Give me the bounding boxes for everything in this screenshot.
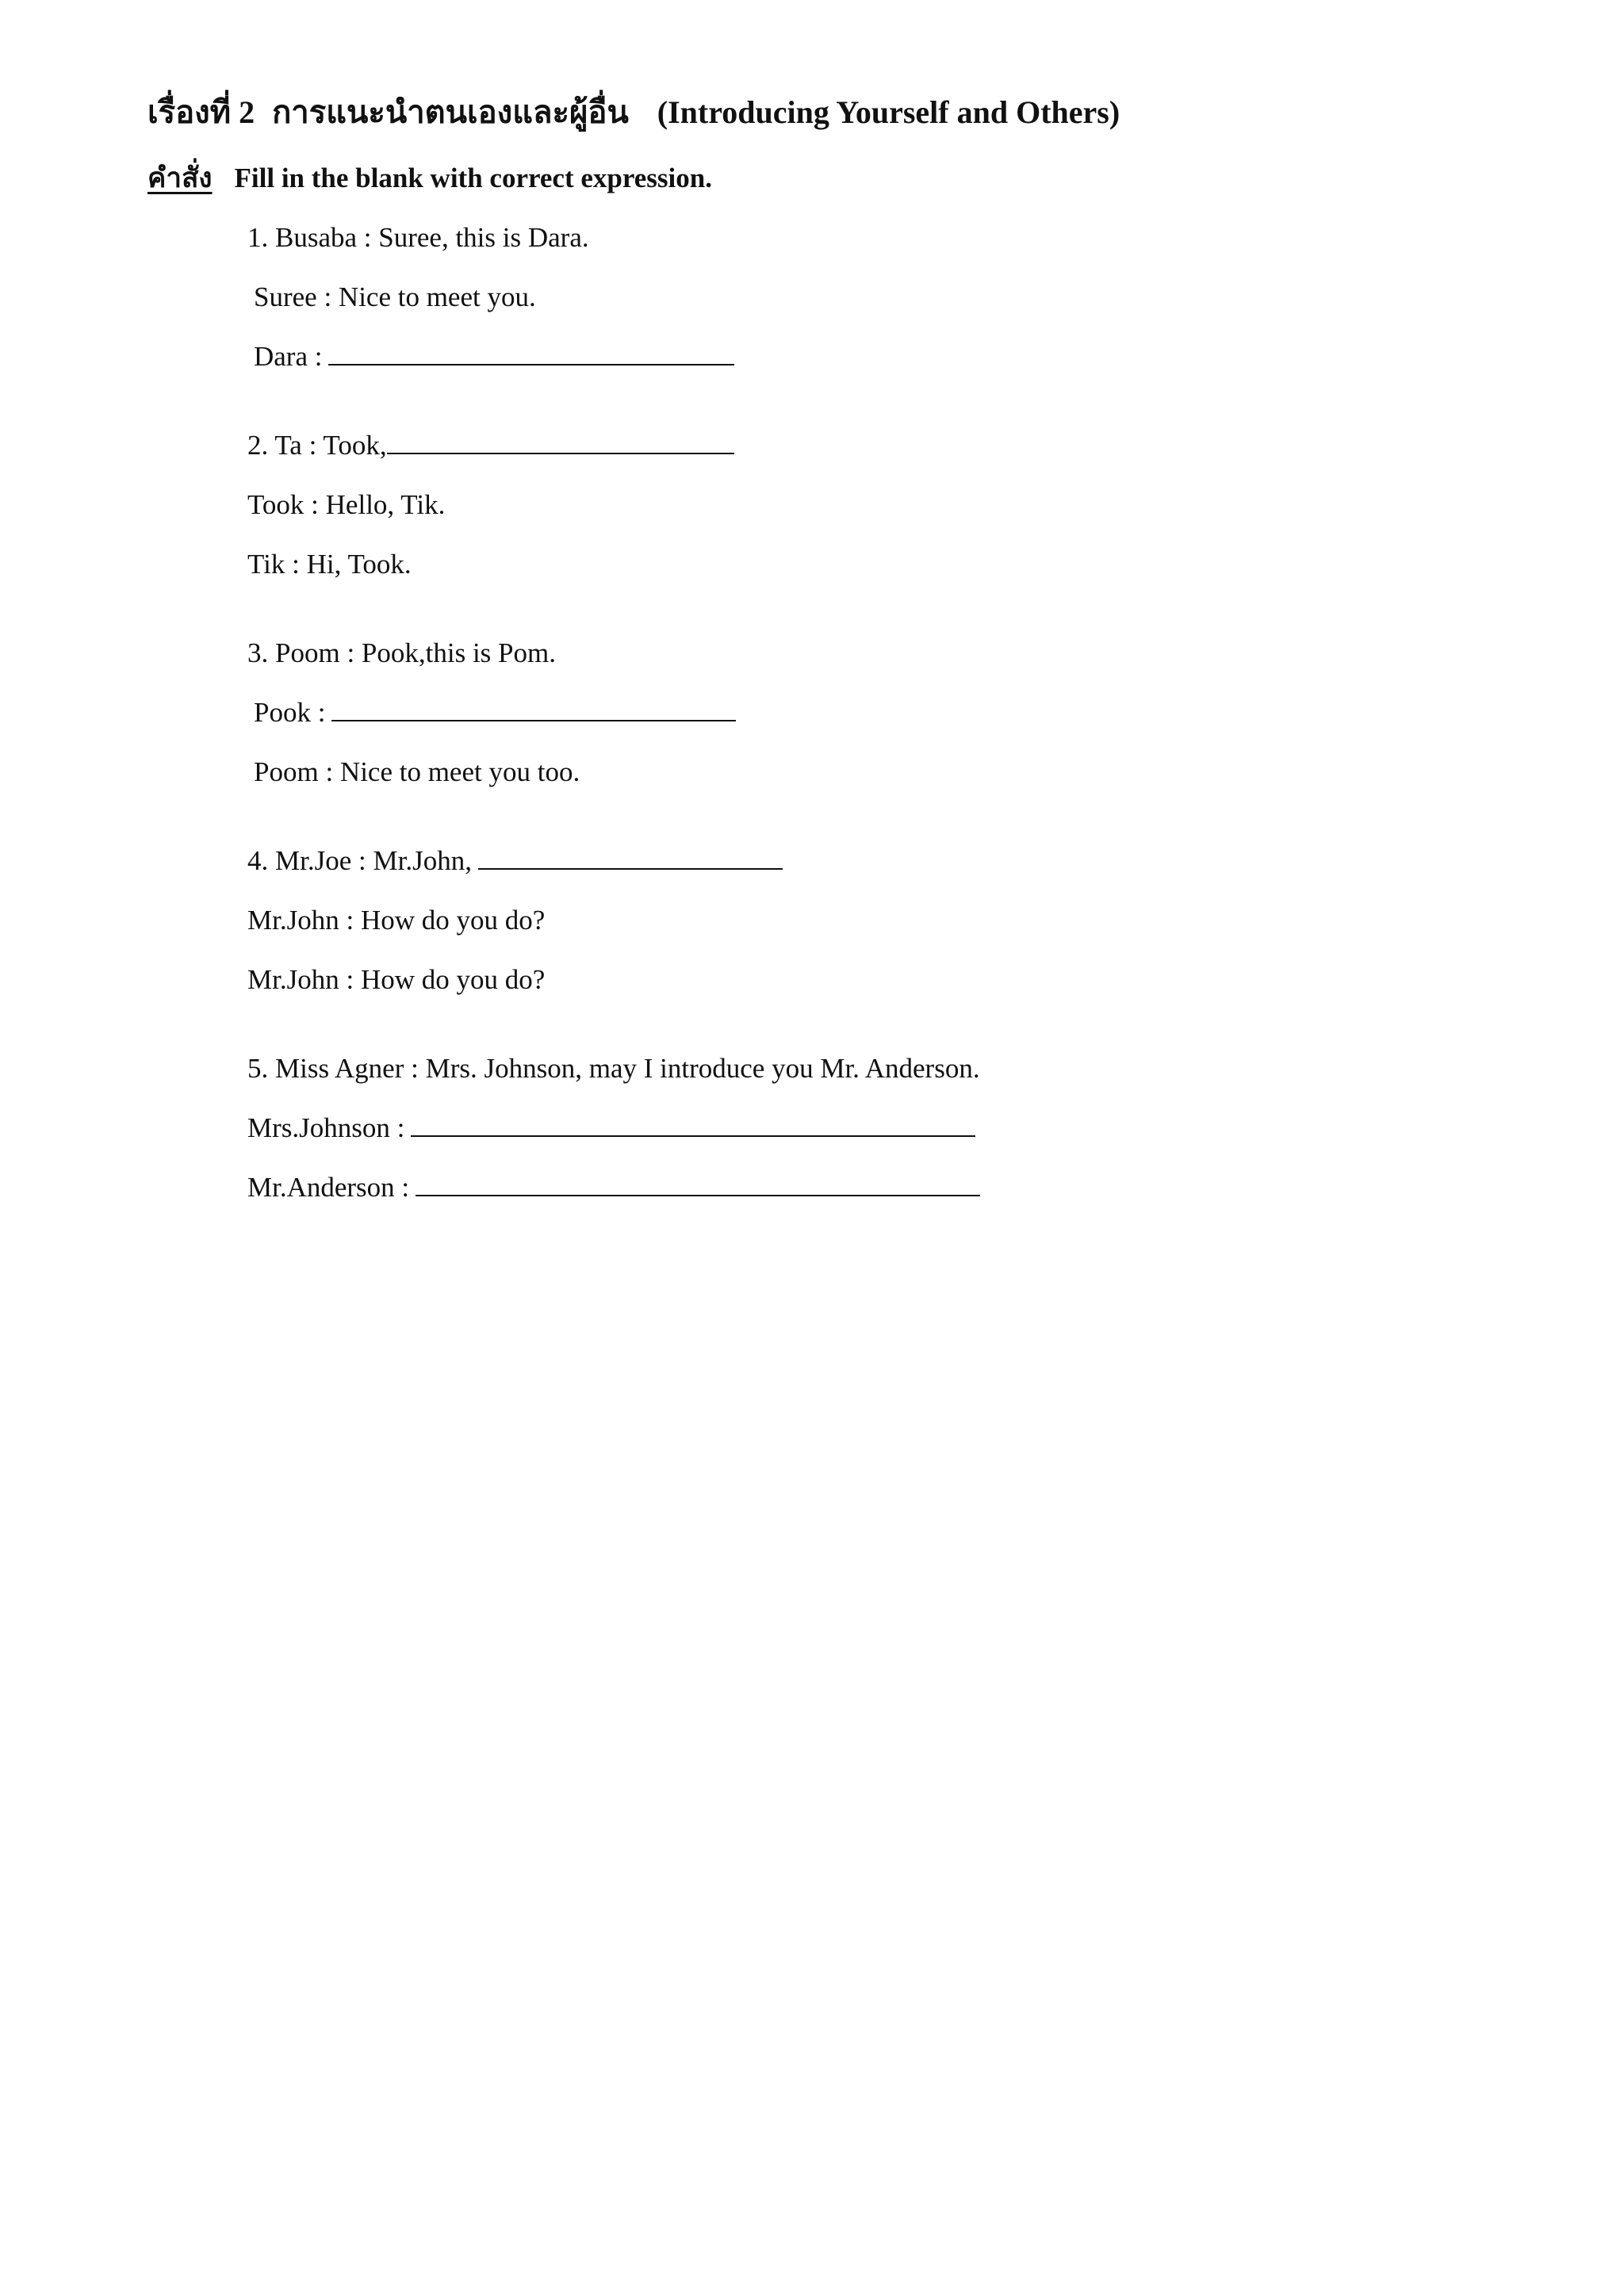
dialogue-text: 1. Busaba : Suree, this is Dara. [247, 222, 589, 253]
dialogue-text: 3. Poom : Pook,this is Pom. [247, 637, 556, 668]
exercise-2-line-2 [247, 485, 445, 525]
exercise-5-line-1 [247, 1049, 980, 1089]
exercise-1-line-1 [247, 218, 589, 258]
dialogue-text: Mr.Anderson : [247, 1172, 410, 1203]
answer-blank[interactable] [387, 426, 734, 454]
instruction [147, 159, 712, 198]
dialogue-text: Pook : [254, 697, 326, 728]
dialogue-text: 2. Ta : Took, [247, 430, 387, 461]
answer-blank[interactable] [411, 1108, 975, 1137]
dialogue-text: 5. Miss Agner : Mrs. Johnson, may I introduce you Mr. Anderson. [247, 1053, 980, 1084]
title-number: 2 [239, 94, 255, 130]
title-prefix: เรื่องที่ [147, 94, 232, 130]
exercise-3-line-3 [254, 752, 580, 792]
dialogue-text: Took : Hello, Tik. [247, 489, 446, 520]
exercise-2-line-3 [247, 545, 412, 584]
page-title [147, 89, 1120, 136]
instruction-label: คำสั่ง [147, 163, 213, 193]
exercise-5-line-3 [247, 1168, 980, 1207]
title-thai: การแนะนำตนเองและผู้อื่น [272, 94, 629, 130]
title-english: (Introducing Yourself and Others) [657, 94, 1120, 130]
dialogue-text: Suree : Nice to meet you. [254, 281, 536, 312]
dialogue-text: Mrs.Johnson : [247, 1112, 405, 1143]
exercise-3-line-2 [254, 693, 736, 733]
exercise-5-line-2 [247, 1108, 975, 1148]
instruction-text: Fill in the blank with correct expression. [234, 163, 712, 193]
answer-blank[interactable] [416, 1168, 980, 1196]
exercise-4-line-3 [247, 960, 545, 1000]
answer-blank[interactable] [478, 841, 783, 870]
dialogue-text: Mr.John : How do you do? [247, 964, 546, 995]
dialogue-text: Poom : Nice to meet you too. [254, 756, 580, 787]
exercise-1-line-3 [254, 337, 734, 377]
dialogue-text: 4. Mr.Joe : Mr.John, [247, 845, 472, 876]
answer-blank[interactable] [331, 693, 736, 721]
dialogue-text: Dara : [254, 341, 323, 372]
exercise-4-line-1 [247, 841, 783, 881]
exercise-3-line-1 [247, 633, 556, 673]
dialogue-text: Mr.John : How do you do? [247, 905, 546, 936]
dialogue-text: Tik : Hi, Took. [247, 549, 412, 580]
exercise-1-line-2 [254, 277, 536, 317]
exercise-2-line-1 [247, 426, 734, 465]
exercise-4-line-2 [247, 901, 545, 940]
answer-blank[interactable] [328, 337, 734, 365]
